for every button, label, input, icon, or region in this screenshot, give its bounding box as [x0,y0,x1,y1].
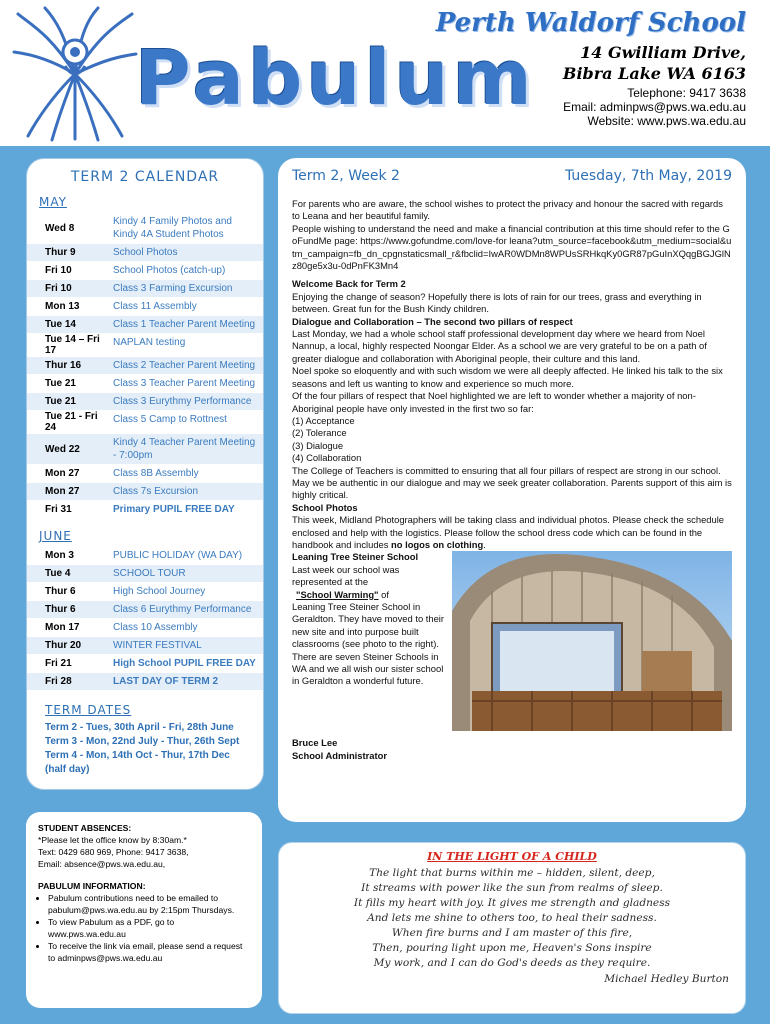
event-date: Wed 8 [45,222,75,234]
leaning-tree-text-1: Last week our school was represented at the [292,563,400,588]
photos-emphasis: no logos on clothing [391,538,484,550]
calendar-event-row [27,411,263,434]
calendar-event-row [27,565,263,583]
calendar-event-row [27,501,263,519]
event-description: Class 5 Camp to Rottnest [113,414,227,425]
event-date: Tue 21 - Fri 24 [45,411,98,433]
info-box [26,812,262,1008]
school-name: Perth Waldorf School [435,8,746,38]
term-dates-title: TERM DATES [45,703,132,717]
event-description: NAPLAN testing [113,337,186,348]
term-week: Term 2, Week 2 [292,168,400,184]
telephone: Telephone: 9417 3638 [627,86,746,100]
event-description: High School PUPIL FREE DAY [113,658,256,669]
event-description: Class 10 Assembly [113,622,198,633]
term-date-line: Term 3 - Mon, 22nd July - Thur, 26th Sept [45,736,240,747]
event-description: Class 8B Assembly [113,468,199,479]
event-date: Thur 9 [45,247,76,258]
calendar-event-row [27,375,263,393]
poem-line: It streams with power like the sun from realms of sleep. [361,882,663,894]
calendar-event-row [27,465,263,483]
event-description: Class 3 Farming Excursion [113,283,233,294]
event-date: Fri 21 [45,658,72,669]
event-date: Mon 3 [45,550,74,561]
calendar-event-row [27,393,263,411]
calendar-event-row [27,213,263,244]
event-description: Class 3 Eurythmy Performance [113,396,252,407]
welcome-paragraph: Enjoying the change of season? Hopefully there is lots of rain for our trees, grass and everything in between. Great fun for the Bush Kindy children. [292,290,702,315]
term-date-line: (half day) [45,764,90,775]
issue-date: Tuesday, 7th May, 2019 [564,168,732,184]
event-description: Class 11 Assembly [113,301,197,312]
classroom-photo [452,551,732,731]
event-description: Class 3 Teacher Parent Meeting [113,378,256,389]
welcome-heading: Welcome Back for Term 2 [292,278,406,290]
calendar-event-row [27,298,263,316]
event-description: Class 7s Excursion [113,486,199,497]
signoff-name: Bruce Lee [292,737,338,749]
june-events [27,547,263,691]
event-date: Fri 10 [45,283,72,294]
term-calendar [26,158,264,790]
event-date: Fri 31 [45,504,72,515]
event-date: Mon 27 [45,486,80,497]
event-date: Thur 6 [45,604,76,615]
leaning-tree-heading: Leaning Tree Steiner School [292,551,419,563]
event-description: Kindy 4 Teacher Parent Meeting - 7:00pm [113,437,256,461]
address-line-2: Bibra Lake WA 6163 [562,64,746,83]
pabulum-info-title: PABULUM INFORMATION: [38,881,146,891]
photos-text: This week, Midland Photographers will be taking class and individual photos. Please check the schedule enclosed and help with the logistics. Please follow the school dress code which can be found in the handbook and includes [292,514,725,550]
college-paragraph: The College of Teachers is committed to ensuring that all four pillars of respect are strong in our school. May we be authentic in our dialogue and may we seek greater collaboration. Parents support of this aim is highly critical. [292,464,732,501]
pillar-item: (2) Tolerance [292,427,347,439]
address-line-1: 14 Gwilliam Drive, [580,43,746,62]
calendar-event-row [27,434,263,465]
calendar-event-row [27,334,263,357]
calendar-event-row [27,583,263,601]
calendar-event-row [27,280,263,298]
school-warming-label: "School Warming" [296,588,379,600]
event-date: Tue 21 [45,378,76,389]
event-description: Primary PUPIL FREE DAY [113,504,235,515]
calendar-event-row [27,547,263,565]
pillar-item: (3) Dialogue [292,439,344,451]
poem-line: Then, pouring light upon me, Heaven's Sons inspire [372,942,652,954]
month-label-june: JUNE [39,529,72,543]
info-bullet: • Pabulum contributions need to be emailed to pabulum@pws.wa.edu.au by 2:15pm Thursdays. [48,892,250,916]
main-article [278,158,746,822]
event-description: High School Journey [113,586,206,597]
event-date: Tue 4 [45,568,71,579]
masthead-title: Pabulum [135,33,536,122]
event-date: Mon 17 [45,622,80,633]
info-bullet: • To view Pabulum as a PDF, go to www.pws.wa.edu.au [48,916,250,940]
event-description: Class 2 Teacher Parent Meeting [113,360,256,371]
poem-line: And lets me shine to others too, to heal their sadness. [367,912,657,924]
absences-line: *Please let the office know by 8:30am.* [38,835,187,845]
month-label-may: MAY [39,195,67,209]
term-date-line: Term 2 - Tues, 30th April - Fri, 28th June [45,722,234,733]
event-date: Tue 14 [45,319,76,330]
event-date: Mon 27 [45,468,80,479]
photos-paragraph: This week, Midland Photographers will be taking class and individual photos. Please check the schedule enclosed and help with the logistics. Please follow the school dress code which can be found in the handbook and includes no logos on clothing. [292,514,725,550]
event-description: School Photos [113,247,178,258]
event-description: Kindy 4 Family Photos and Kindy 4A Student Photos [113,216,232,240]
event-date: Tue 21 [45,396,76,407]
calendar-event-row [27,619,263,637]
dialogue-heading: Dialogue and Collaboration – The second two pillars of respect [292,315,573,327]
website-link[interactable]: Website: www.pws.wa.edu.au [587,114,746,128]
absences-title: STUDENT ABSENCES: [38,823,132,833]
event-date: Fri 28 [45,676,72,687]
calendar-title: TERM 2 CALENDAR [70,169,220,185]
poem-line: The light that burns within me – hidden, silent, deep, [369,867,655,879]
event-date: Thur 20 [45,640,82,651]
may-events [27,213,263,519]
calendar-event-row [27,316,263,334]
school-info [436,8,746,128]
calendar-event-row [27,483,263,501]
calendar-event-row [27,637,263,655]
poem-line: When fire burns and I am master of this fire, [391,927,633,939]
event-description: School Photos (catch-up) [113,265,226,276]
term-date-line: Term 4 - Mon, 14th Oct - Thur, 17th Dec [45,750,230,761]
event-description: Class 1 Teacher Parent Meeting [113,319,256,330]
poem-box [278,842,746,1014]
info-bullet: • To receive the link via email, please send a request to adminpws@pws.wa.edu.au [48,940,250,964]
calendar-event-row [27,244,263,262]
calendar-event-row [27,655,263,673]
calendar-event-row [27,357,263,375]
calendar-event-row [27,262,263,280]
poem-title: IN THE LIGHT OF A CHILD [427,850,597,863]
event-date: Fri 10 [45,265,72,276]
gofundme-paragraph: People wishing to understand the need and make a financial contribution at this time should refer to the GoFundMe page: https://www.gofundme.com/love-for leana?utm_source=facebook&utm_medium=social&utm_campaign=fb_dn_cpgnstaticsmall_r&fbclid=IwAR0WDMn8WPUsSRHkqKy0GR87pGuInXQqgBGJGlNz80ge5x3u-0dPnFK3Mn4 [292,222,732,272]
pillar-item: (1) Acceptance [292,414,355,426]
school-logo [10,4,140,144]
calendar-event-row [27,673,263,691]
noel-paragraph: Noel spoke so eloquently and with such wisdom we were all deeply affected. He linked his talk to the six seasons and left us wanting to know and experience so much more. [292,365,723,389]
photos-heading: School Photos [292,501,358,513]
poem-author: Michael Hedley Burton [604,973,729,985]
leaning-tree-text-2: Leaning Tree Steiner School in Geraldton. They have moved to their new site and into purpose built classrooms (see photo to the right). There are seven Steiner Schools in WA and we all wish our sister school in Geraldton a wonderful future. [292,601,444,687]
poem-line: My work, and I can do God's deeds as they require. [373,957,651,969]
event-description: PUBLIC HOLIDAY (WA DAY) [113,550,243,561]
event-date: Thur 16 [45,360,82,371]
event-date: Wed 22 [45,443,80,455]
calendar-event-row [27,601,263,619]
poem-line: It fills my heart with joy. It gives me strength and gladness [353,897,671,909]
pillar-item: (4) Collaboration [292,452,362,464]
event-date: Thur 6 [45,586,76,597]
leaning-tree-warming [292,589,446,601]
signoff-role: School Administrator [292,749,387,761]
of-word: of [381,588,389,600]
event-date: Tue 14 – Fri 17 [45,334,100,356]
absences-line: Text: 0429 680 969, Phone: 9417 3638, [38,847,189,857]
event-description: Class 6 Eurythmy Performance [113,604,252,615]
email-link[interactable]: Email: adminpws@pws.wa.edu.au [563,100,746,114]
event-description: SCHOOL TOUR [113,568,186,579]
event-description: WINTER FESTIVAL [113,640,202,651]
privacy-paragraph: For parents who are aware, the school wishes to protect the privacy and honour the sacred with regards to Leana and her beautiful family. [292,198,723,222]
dialogue-paragraph: Last Monday, we had a whole school staff professional development day where we heard from Noel Nannup, a local, highly respected Noongar Elder. As a school we are very grateful to be on a path of greater dialogue and collaboration with Aboriginal people, their culture and this land. [292,328,707,364]
pillars-paragraph: Of the four pillars of respect that Noel highlighted we are left to wonder whether a majority of non-Aboriginal people have only invested in the first two so far: [292,390,696,414]
event-description: LAST DAY OF TERM 2 [113,676,219,687]
absences-line: Email: absence@pws.wa.edu.au, [38,859,166,869]
event-date: Mon 13 [45,301,80,312]
